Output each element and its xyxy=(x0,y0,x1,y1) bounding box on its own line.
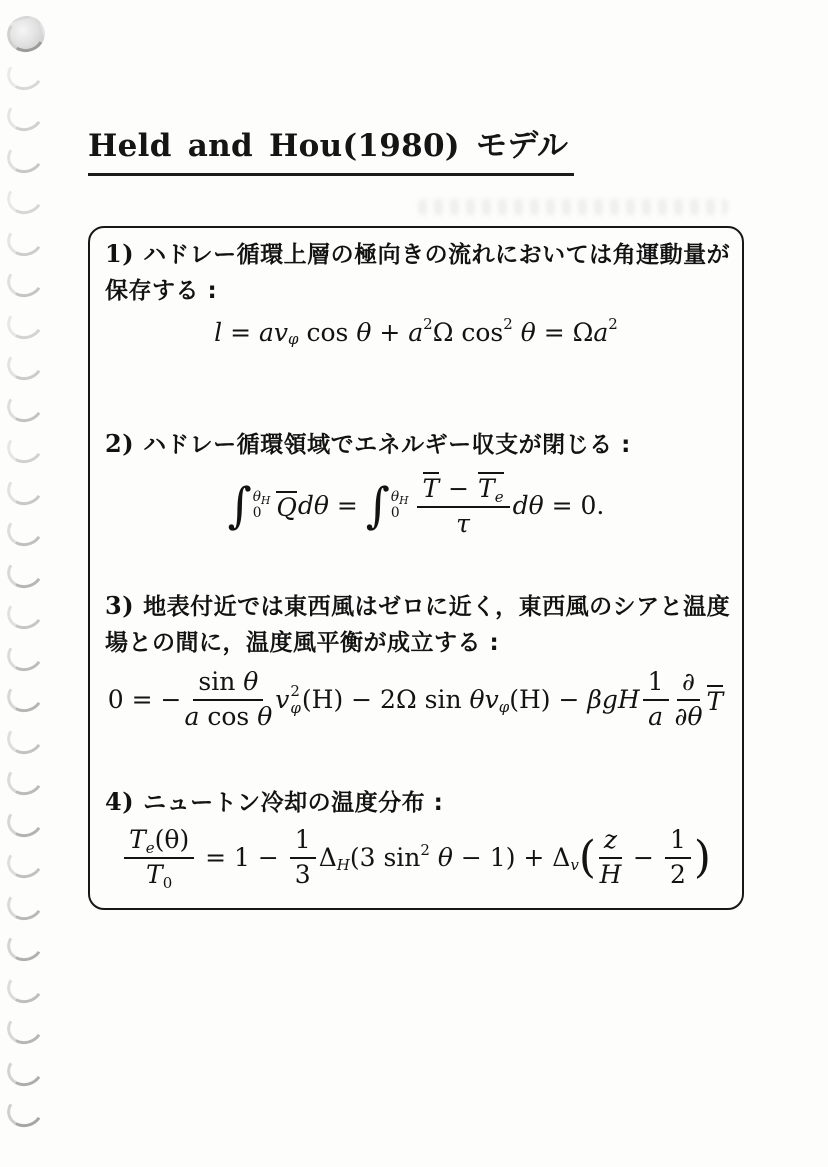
binder-hole xyxy=(4,676,47,716)
item-1 xyxy=(105,236,734,309)
eq4-sub-e: e xyxy=(145,839,155,858)
fraction-zH xyxy=(599,826,622,890)
integral-2 xyxy=(365,476,412,534)
fraction-sin xyxy=(185,668,273,732)
binder-hole xyxy=(4,261,47,301)
binder-hole xyxy=(4,510,47,550)
binder-hole xyxy=(4,220,47,260)
limit-theta: θ xyxy=(252,489,261,506)
fraction-numerator xyxy=(417,472,510,508)
eq4-sub-0: 0 xyxy=(162,874,173,892)
fraction-numerator xyxy=(124,826,194,859)
eq1-sup: 2 xyxy=(423,315,433,334)
eq2-token: − xyxy=(440,474,478,503)
eq4-sub-v: v xyxy=(570,855,579,874)
eq3-token: (H) − 2Ω sin xyxy=(301,685,470,715)
fraction-13 xyxy=(290,826,316,890)
binder-hole xyxy=(4,635,47,675)
fraction-numerator: 1 xyxy=(643,668,669,701)
eq3-token: sin xyxy=(198,667,244,696)
T-overline: T xyxy=(422,474,440,503)
binder-holes xyxy=(0,0,52,1167)
eq3-token: θ xyxy=(243,667,259,696)
eq4-token: T xyxy=(129,825,146,854)
eq2-token: dθ xyxy=(297,490,329,520)
big-paren-left: ( xyxy=(578,832,596,884)
item-3 xyxy=(105,588,734,661)
item-3-text: 地表付近では東西風はゼロに近く，東西風のシアと温度 xyxy=(143,594,731,620)
equation-4 xyxy=(106,826,726,890)
eq1-sup: 2 xyxy=(503,315,513,334)
eq1-token: θ xyxy=(356,318,372,347)
item-1-line-2: 保存する : xyxy=(105,278,218,304)
eq2-token: T xyxy=(478,474,495,503)
fraction-denominator xyxy=(146,859,172,890)
item-3-number: 3) xyxy=(105,591,135,620)
item-2 xyxy=(105,426,734,463)
binder-hole xyxy=(3,12,49,56)
Q-overline: Q xyxy=(276,492,297,522)
integral-sign: ∫ xyxy=(365,476,390,534)
eq3-token: (H) − xyxy=(509,685,588,715)
binder-hole xyxy=(4,303,47,343)
item-2-text: ハドレー循環領域でエネルギー収支が閉じる : xyxy=(143,432,631,458)
eq1-sub-phi: φ xyxy=(288,330,299,349)
eq1-sup: 2 xyxy=(608,315,618,334)
eq3-token: βgH xyxy=(587,685,640,715)
fraction-denominator: ∂θ xyxy=(674,701,703,731)
eq3-token: v xyxy=(275,685,290,715)
item-1-number: 1) xyxy=(105,239,135,268)
binder-hole xyxy=(4,178,47,218)
eq1-token: + xyxy=(371,318,409,347)
fraction-denominator: H xyxy=(599,859,622,889)
Te-overline xyxy=(478,472,504,507)
eq3-sub-phi: φ xyxy=(498,697,510,716)
item-4-text: ニュートン冷却の温度分布 : xyxy=(143,790,444,816)
binder-hole xyxy=(4,718,47,758)
fraction-numerator: ∂ xyxy=(677,668,700,701)
binder-hole xyxy=(4,469,47,509)
fraction-denominator: τ xyxy=(456,508,470,538)
fraction-numerator xyxy=(193,668,263,701)
eq3-token: a xyxy=(184,701,200,731)
fraction-denominator: 2 xyxy=(669,859,686,889)
binder-hole xyxy=(4,967,47,1007)
binder-hole xyxy=(4,1050,47,1090)
item-3-line-2: 場との間に，温度風平衡が成立する : xyxy=(105,630,500,656)
eq2-token: dθ xyxy=(512,490,544,520)
eq1-token: l xyxy=(214,318,223,347)
upper-limit xyxy=(391,489,409,505)
binder-hole xyxy=(4,427,47,467)
eq4-token: − xyxy=(625,843,662,873)
eq1-token: a xyxy=(408,318,424,347)
eq3-token: 0 = − xyxy=(107,685,182,715)
fraction-numerator: z xyxy=(599,826,622,859)
limit-H: H xyxy=(261,493,271,507)
upper-limit xyxy=(253,489,271,505)
eq3-sub-phi: φ xyxy=(290,698,301,717)
integral-limits xyxy=(391,489,409,521)
fraction-1a xyxy=(643,668,669,732)
eq2-token: = 0. xyxy=(543,490,605,520)
eq2-token: = xyxy=(328,490,366,520)
eq4-token: (3 sin xyxy=(349,843,421,873)
eq3-sup: 2 xyxy=(290,681,300,700)
binder-hole xyxy=(4,759,47,799)
eq4-token: = 1 − xyxy=(197,843,287,873)
binder-hole xyxy=(4,137,47,177)
binder-hole xyxy=(4,1008,47,1048)
binder-hole xyxy=(4,593,47,633)
item-3-line-1 xyxy=(105,588,734,625)
fraction-Te xyxy=(124,826,194,890)
integral-limits xyxy=(253,489,271,521)
eq1-token: = xyxy=(222,318,259,347)
eq1-token: a xyxy=(593,318,609,347)
fraction-partial xyxy=(675,668,703,732)
eq1-token: Ω cos xyxy=(432,318,504,347)
T-overline: T xyxy=(706,687,724,717)
bleed-through-smudge xyxy=(418,199,728,215)
binder-hole xyxy=(4,552,47,592)
binder-hole xyxy=(4,884,47,924)
binder-hole xyxy=(4,54,47,94)
fraction-denominator: 3 xyxy=(294,859,311,889)
eq1-token: = Ω xyxy=(535,318,594,347)
eq3-token: v xyxy=(484,685,499,715)
eq4-sub-H: H xyxy=(336,855,350,874)
big-paren-right: ) xyxy=(693,832,711,884)
eq3-token: cos xyxy=(199,701,258,731)
delta-H: Δ xyxy=(318,843,337,873)
eq3-token: θ xyxy=(257,701,273,731)
item-2-line-1 xyxy=(105,426,734,463)
eq4-token: − 1) + xyxy=(452,843,553,873)
fraction-T xyxy=(417,472,510,539)
content-box xyxy=(88,226,744,910)
lower-limit: 0 xyxy=(252,505,262,522)
binder-hole xyxy=(4,801,47,841)
item-1-line-1 xyxy=(105,236,734,273)
eq1-token: θ xyxy=(512,318,536,347)
eq4-token: T xyxy=(146,859,163,889)
fraction-denominator: a xyxy=(648,701,664,731)
eq1-token: av xyxy=(259,318,289,347)
limit-theta: θ xyxy=(390,489,400,506)
fraction-12 xyxy=(665,826,691,890)
binder-hole xyxy=(4,95,47,135)
fraction-denominator xyxy=(185,701,273,732)
delta-v: Δ xyxy=(552,843,571,873)
binder-hole xyxy=(4,344,47,384)
fraction-numerator: 1 xyxy=(290,826,316,859)
page-title xyxy=(88,126,574,176)
eq4-token: θ xyxy=(429,843,453,873)
page-title-text: Held and Hou(1980) モデル xyxy=(88,128,569,164)
eq1-token: cos xyxy=(298,318,357,347)
equation-3 xyxy=(106,668,726,732)
fraction-numerator: 1 xyxy=(665,826,691,859)
eq3-token: θ xyxy=(469,685,485,715)
equation-2 xyxy=(106,472,726,539)
binder-hole xyxy=(4,1091,47,1131)
item-4-number: 4) xyxy=(105,787,135,816)
item-1-text: ハドレー循環上層の極向きの流れにおいては角運動量が xyxy=(143,242,731,268)
integral-1 xyxy=(227,476,274,534)
eq4-sup: 2 xyxy=(420,840,430,859)
item-2-number: 2) xyxy=(105,429,135,458)
item-4 xyxy=(105,784,734,821)
v-supsub xyxy=(290,683,301,717)
eq4-token: (θ) xyxy=(154,825,190,854)
limit-H: H xyxy=(399,493,409,507)
equation-1 xyxy=(106,315,726,349)
binder-hole xyxy=(4,925,47,965)
binder-hole xyxy=(4,386,47,426)
integral-sign: ∫ xyxy=(227,476,252,534)
binder-hole xyxy=(4,842,47,882)
lower-limit: 0 xyxy=(390,505,400,522)
item-4-line-1 xyxy=(105,784,734,821)
eq2-sub-e: e xyxy=(494,488,504,507)
